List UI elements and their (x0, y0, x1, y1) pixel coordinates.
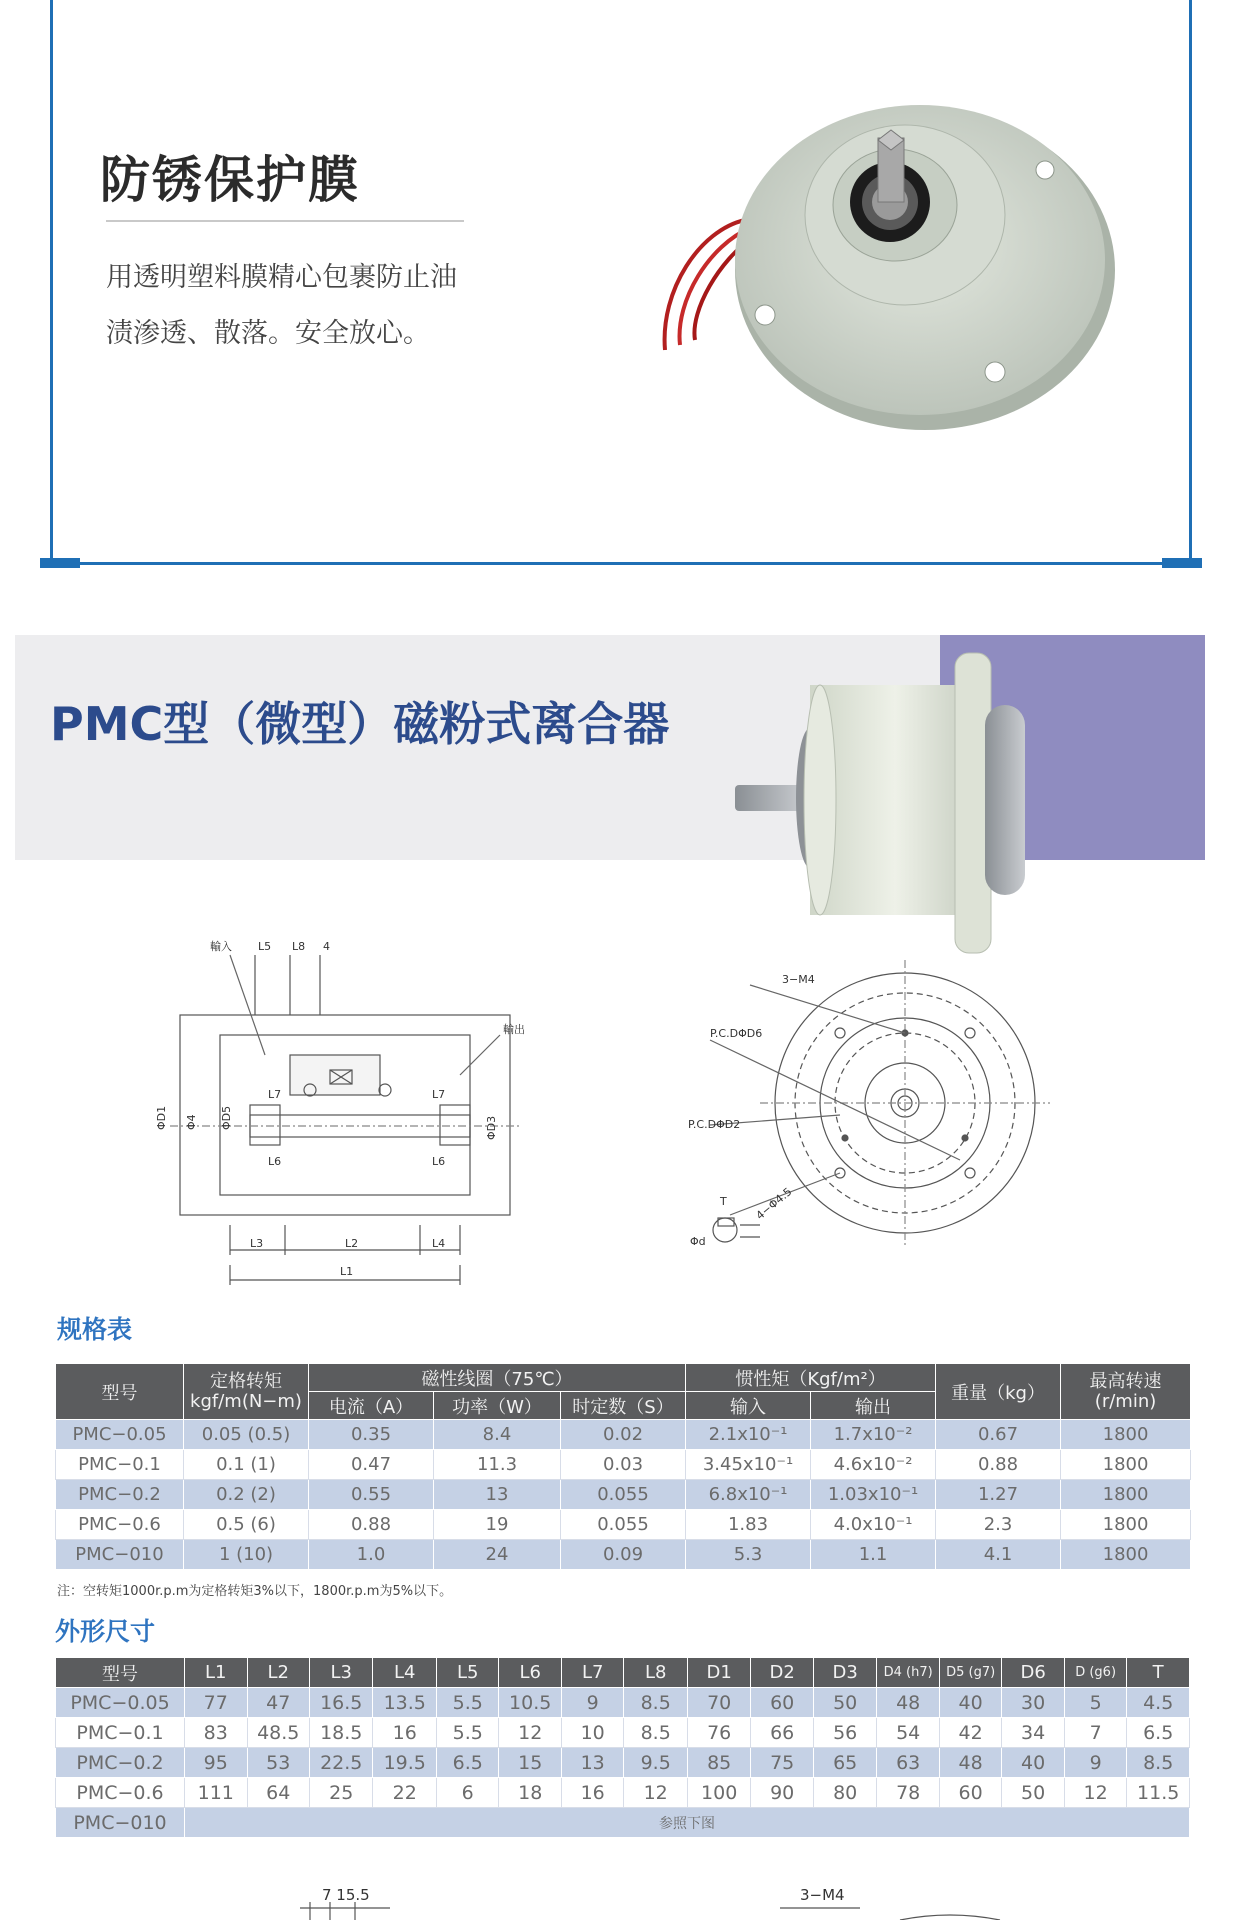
spec-row (56, 1450, 1191, 1480)
banner-title: PMC型（微型）磁粉式离合器 (50, 697, 670, 751)
spec-cell: 5.3 (686, 1540, 811, 1570)
dims-cell: 64 (247, 1778, 309, 1808)
spec-header-coil: 磁性线圈（75℃） (309, 1364, 686, 1392)
dims-cell: 4.5 (1127, 1688, 1190, 1718)
dims-cell: 5.5 (436, 1688, 498, 1718)
spec-row (56, 1510, 1191, 1540)
dims-header-cell: L1 (185, 1658, 247, 1688)
dims-header-cell: D4 (h7) (877, 1658, 939, 1688)
dims-header-cell: L3 (309, 1658, 373, 1688)
dims-table-body (56, 1688, 1190, 1838)
dims-header-cell: L6 (499, 1658, 561, 1688)
dims-cell: 10.5 (499, 1688, 561, 1718)
spec-cell: 19 (434, 1510, 561, 1540)
spec-cell: 1.83 (686, 1510, 811, 1540)
spec-cell: 1.7x10⁻² (811, 1420, 936, 1450)
spec-cell: 0.35 (309, 1420, 434, 1450)
dims-cell: 78 (877, 1778, 939, 1808)
label-phi-d: Φd (690, 1235, 706, 1248)
dims-cell: 95 (185, 1748, 247, 1778)
label-l3: L3 (250, 1237, 264, 1250)
dims-header-cell: T (1127, 1658, 1190, 1688)
label-d4: Φ4 (185, 1114, 198, 1130)
dims-cell: 54 (877, 1718, 939, 1748)
dims-cell: 8.5 (1127, 1748, 1190, 1778)
spec-header-weight: 重量（kg） (936, 1364, 1061, 1420)
dims-cell: 50 (1002, 1778, 1064, 1808)
spec-cell: 1 (10) (184, 1540, 309, 1570)
label-l6-right: L6 (432, 1155, 446, 1168)
spec-cell: 0.67 (936, 1420, 1061, 1450)
spec-row (56, 1420, 1191, 1450)
label-l5: L5 (258, 940, 272, 953)
spec-cell: 1.27 (936, 1480, 1061, 1510)
dims-cell: 6.5 (436, 1748, 498, 1778)
spec-cell: 1.1 (811, 1540, 936, 1570)
spec-cell: 0.55 (309, 1480, 434, 1510)
dims-cell: 12 (499, 1718, 561, 1748)
label-l4: L4 (432, 1237, 446, 1250)
dims-cell: 22.5 (309, 1748, 373, 1778)
dims-header-cell: D2 (751, 1658, 813, 1688)
dims-row (56, 1778, 1190, 1808)
dims-cell: 25 (309, 1778, 373, 1808)
dims-header-cell: D3 (813, 1658, 877, 1688)
dims-cell: 47 (247, 1688, 309, 1718)
spec-cell: 6.8x10⁻¹ (686, 1480, 811, 1510)
spec-cell: 4.6x10⁻² (811, 1450, 936, 1480)
spec-note: 注：空转矩1000r.p.m为定格转矩3%以下，1800r.p.m为5%以下。 (57, 1584, 453, 1599)
label-3-m4: 3−M4 (782, 973, 815, 986)
dims-cell: 60 (751, 1688, 813, 1718)
spec-cell: PMC−0.2 (56, 1480, 184, 1510)
spec-cell: 0.1 (1) (184, 1450, 309, 1480)
dims-cell: 75 (751, 1748, 813, 1778)
dims-cell: 12 (1064, 1778, 1126, 1808)
dims-header-cell: L4 (373, 1658, 437, 1688)
dims-cell: PMC−0.2 (56, 1748, 185, 1778)
dims-section-title: 外形尺寸 (55, 1617, 156, 1646)
spec-table-body (56, 1420, 1191, 1570)
dims-header-cell: D1 (687, 1658, 751, 1688)
dims-cell: 19.5 (373, 1748, 437, 1778)
dims-cell: 8.5 (624, 1718, 688, 1748)
dims-cell: 5.5 (436, 1718, 498, 1748)
dims-cell: 22 (373, 1778, 437, 1808)
dims-cell: 12 (624, 1778, 688, 1808)
spec-cell: 4.0x10⁻¹ (811, 1510, 936, 1540)
clutch-front-view-drawing (610, 955, 1050, 1275)
spec-cell: 1.03x10⁻¹ (811, 1480, 936, 1510)
dims-cell: 5 (1064, 1688, 1126, 1718)
spec-cell: PMC−0.05 (56, 1420, 184, 1450)
dims-cell: 111 (185, 1778, 247, 1808)
spec-cell: 0.02 (561, 1420, 686, 1450)
dims-header-cell: D (g6) (1064, 1658, 1126, 1688)
spec-header-power: 功率（W） (434, 1392, 561, 1420)
dims-cell: 66 (751, 1718, 813, 1748)
dims-cell: PMC−0.1 (56, 1718, 185, 1748)
dims-cell: 76 (687, 1718, 751, 1748)
spec-cell: 0.055 (561, 1480, 686, 1510)
dims-cell: 16 (373, 1718, 437, 1748)
dims-cell: 6 (436, 1778, 498, 1808)
dims-cell: 50 (813, 1688, 877, 1718)
spec-cell: 13 (434, 1480, 561, 1510)
dims-cell: 83 (185, 1718, 247, 1748)
dims-cell: 9 (561, 1688, 623, 1718)
dims-cell: 13.5 (373, 1688, 437, 1718)
spec-cell: 3.45x10⁻¹ (686, 1450, 811, 1480)
dims-cell: 77 (185, 1688, 247, 1718)
spec-cell: 0.5 (6) (184, 1510, 309, 1540)
label-d3: ΦD3 (485, 1115, 498, 1140)
spec-header-torque: 定格转矩 kgf/m(N−m) (184, 1364, 309, 1420)
dims-header-cell: D6 (1002, 1658, 1064, 1688)
label-holes: 4−Φ4.5 (753, 1185, 795, 1223)
dims-header-cell: L8 (624, 1658, 688, 1688)
spec-cell: 1800 (1061, 1510, 1191, 1540)
spec-cell: 1800 (1061, 1450, 1191, 1480)
dims-cell: 11.5 (1127, 1778, 1190, 1808)
clutch-section-drawing (155, 925, 620, 1305)
spec-row (56, 1540, 1191, 1570)
label-pcd-d2: P.C.DΦD2 (688, 1118, 741, 1131)
dims-header-row (56, 1658, 1190, 1688)
spec-cell: 0.88 (936, 1450, 1061, 1480)
dims-cell: 60 (939, 1778, 1001, 1808)
spec-header-output: 输出 (811, 1392, 936, 1420)
label-t: T (720, 1195, 727, 1208)
spec-header-timeconst: 时定数（S） (561, 1392, 686, 1420)
spec-cell: 0.2 (2) (184, 1480, 309, 1510)
dims-cell: 16 (561, 1778, 623, 1808)
spec-header-speed: 最高转速 (r/min) (1061, 1364, 1191, 1420)
clutch-product-photo (640, 60, 1120, 440)
dimensions-table (55, 1657, 1190, 1838)
spec-header-inertia: 惯性矩（Kgf/m²） (686, 1364, 936, 1392)
dims-cell: 65 (813, 1748, 877, 1778)
dims-cell: 34 (1002, 1718, 1064, 1748)
dims-row (56, 1808, 1190, 1838)
label-l8: L8 (292, 940, 306, 953)
dims-cell: 48 (939, 1748, 1001, 1778)
feature-title: 防锈保护膜 (100, 151, 360, 209)
spec-cell: 0.05 (0.5) (184, 1420, 309, 1450)
dims-cell: 15 (499, 1748, 561, 1778)
spec-cell: 0.055 (561, 1510, 686, 1540)
label-l7-left: L7 (268, 1088, 282, 1101)
spec-cell: 0.88 (309, 1510, 434, 1540)
spec-cell: 24 (434, 1540, 561, 1570)
dims-cell: 63 (877, 1748, 939, 1778)
spec-cell: 2.3 (936, 1510, 1061, 1540)
card-corner-right (1162, 558, 1202, 568)
spec-section-title: 规格表 (57, 1315, 133, 1344)
spec-row (56, 1480, 1191, 1510)
dims-row (56, 1688, 1190, 1718)
banner-clutch-photo (735, 645, 1065, 965)
dims-cell: 9.5 (624, 1748, 688, 1778)
dims-cell: 40 (1002, 1748, 1064, 1778)
label-input: 輸入 (210, 940, 232, 953)
dims-cell: 90 (751, 1778, 813, 1808)
dims-header-cell: L2 (247, 1658, 309, 1688)
dims-header-cell: D5 (g7) (939, 1658, 1001, 1688)
dims-cell: 70 (687, 1688, 751, 1718)
spec-table (55, 1363, 1191, 1570)
spec-cell: 1800 (1061, 1540, 1191, 1570)
spec-cell: 0.47 (309, 1450, 434, 1480)
spec-cell: 8.4 (434, 1420, 561, 1450)
bottom-drawing-fragment (0, 1880, 1240, 1920)
spec-header-model: 型号 (56, 1364, 184, 1420)
dims-cell: 10 (561, 1718, 623, 1748)
dims-cell: 6.5 (1127, 1718, 1190, 1748)
dims-cell: 7 (1064, 1718, 1126, 1748)
spec-cell: 1.0 (309, 1540, 434, 1570)
spec-cell: 0.09 (561, 1540, 686, 1570)
label-l1: L1 (340, 1265, 354, 1278)
dims-cell: 80 (813, 1778, 877, 1808)
dims-cell: PMC−010 (56, 1808, 185, 1838)
spec-cell: PMC−0.6 (56, 1510, 184, 1540)
dims-header-cell: 型号 (56, 1658, 185, 1688)
label-pcd-d6: P.C.DΦD6 (710, 1027, 763, 1040)
dims-cell: 18.5 (309, 1718, 373, 1748)
bottom-dim-label: 7 15.5 (322, 1886, 370, 1904)
dims-row (56, 1718, 1190, 1748)
label-l2: L2 (345, 1237, 359, 1250)
spec-cell: 4.1 (936, 1540, 1061, 1570)
dims-row (56, 1748, 1190, 1778)
dims-cell: 56 (813, 1718, 877, 1748)
feature-description: 用透明塑料膜精心包裹防止油渍渗透、散落。安全放心。 (106, 262, 457, 349)
dims-cell: 48 (877, 1688, 939, 1718)
dims-cell: 40 (939, 1688, 1001, 1718)
dims-cell: 100 (687, 1778, 751, 1808)
dims-cell: 48.5 (247, 1718, 309, 1748)
spec-cell: 1800 (1061, 1480, 1191, 1510)
dims-cell: 9 (1064, 1748, 1126, 1778)
label-d1: ΦD1 (155, 1105, 168, 1130)
label-d5: ΦD5 (220, 1105, 233, 1130)
dims-cell: PMC−0.6 (56, 1778, 185, 1808)
bottom-m4-label: 3−M4 (800, 1886, 845, 1904)
spec-cell: PMC−010 (56, 1540, 184, 1570)
spec-cell: 2.1x10⁻¹ (686, 1420, 811, 1450)
spec-header-input: 输入 (686, 1392, 811, 1420)
label-l6-left: L6 (268, 1155, 282, 1168)
dims-header-cell: L5 (436, 1658, 498, 1688)
dims-cell: 18 (499, 1778, 561, 1808)
spec-header-current: 电流（A） (309, 1392, 434, 1420)
dims-cell: PMC−0.05 (56, 1688, 185, 1718)
dims-cell: 8.5 (624, 1688, 688, 1718)
dims-cell: 42 (939, 1718, 1001, 1748)
dims-header-cell: L7 (561, 1658, 623, 1688)
label-output: 輸出 (503, 1023, 525, 1036)
spec-cell: 1800 (1061, 1420, 1191, 1450)
dims-see-below-note: 参照下图 (185, 1808, 1190, 1838)
dims-cell: 13 (561, 1748, 623, 1778)
card-corner-left (40, 558, 80, 568)
label-4: 4 (323, 940, 330, 953)
label-l7-right: L7 (432, 1088, 446, 1101)
spec-cell: PMC−0.1 (56, 1450, 184, 1480)
spec-cell: 11.3 (434, 1450, 561, 1480)
dims-cell: 53 (247, 1748, 309, 1778)
dims-cell: 30 (1002, 1688, 1064, 1718)
dims-cell: 16.5 (309, 1688, 373, 1718)
feature-divider (106, 220, 464, 222)
spec-cell: 0.03 (561, 1450, 686, 1480)
dims-cell: 85 (687, 1748, 751, 1778)
